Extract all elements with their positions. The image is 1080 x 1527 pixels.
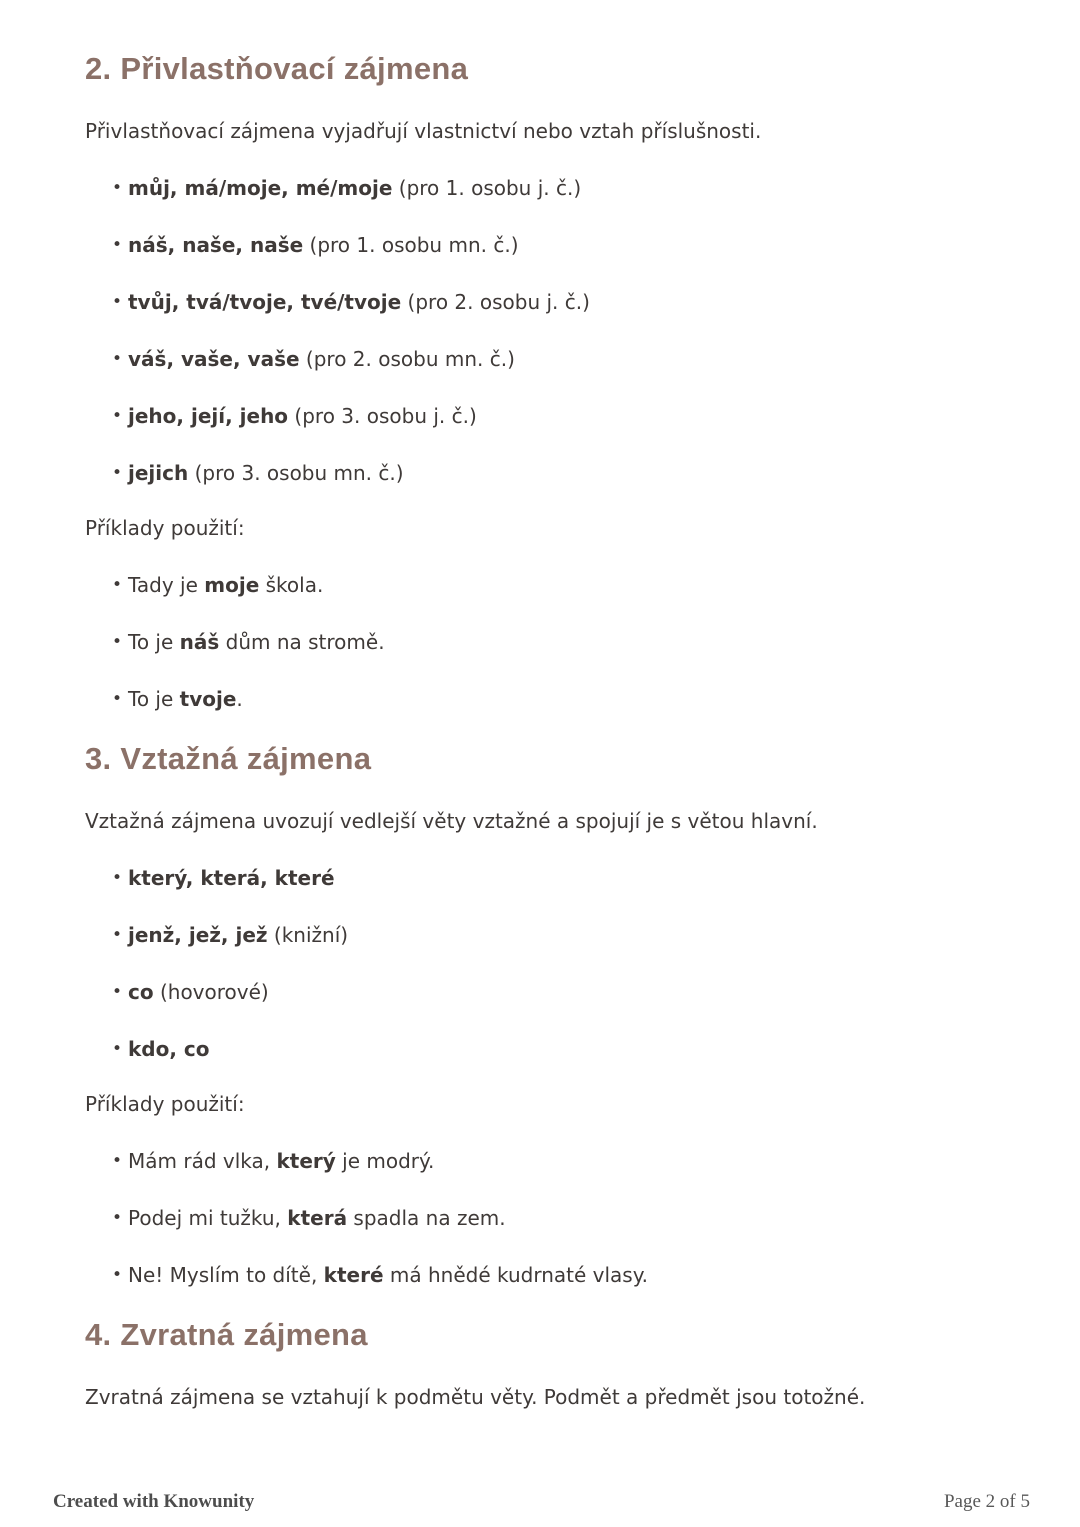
footer-page-number: Page 2 of 5 [943,1491,1030,1512]
list-item-term: jeho, její, jeho [128,404,289,428]
examples-list [85,570,995,714]
examples-list [85,1146,995,1290]
bullet-icon: • [112,1151,123,1171]
examples-label: Příklady použití: [85,1092,245,1116]
example-pre: Mám rád vlka, [128,1149,277,1173]
bullet-icon: • [112,982,123,1002]
bullet-icon: • [112,632,123,652]
example-highlight: který [276,1149,336,1173]
list-item-note: (pro 1. osobu j. č.) [392,176,582,200]
bullet-icon: • [112,689,123,709]
bullet-icon: • [112,349,123,369]
list-item-term: váš, vaše, vaše [128,347,300,371]
example-post: spadla na zem. [347,1206,506,1230]
example-pre: To je [128,687,180,711]
bullet-icon: • [112,406,123,426]
example-item [85,1260,995,1290]
example-pre: Podej mi tužku, [128,1206,288,1230]
list-item [85,920,995,950]
section-intro: Zvratná zájmena se vztahují k podmětu věty. Podmět a předmět jsou totožné. [85,1385,866,1409]
list-item-term: kdo, co [128,1037,210,1061]
bullet-icon: • [112,1265,123,1285]
list-item [85,458,995,488]
list-item-note: (pro 2. osobu j. č.) [401,290,590,314]
list-item-note: (pro 3. osobu j. č.) [288,404,477,428]
example-highlight: moje [204,573,260,597]
list-item-term: náš, naše, naše [128,233,304,257]
pronoun-list [85,173,995,488]
list-item [85,863,995,893]
example-item [85,627,995,657]
pronoun-list [85,863,995,1064]
list-item [85,344,995,374]
list-item [85,401,995,431]
bullet-icon: • [112,1039,123,1059]
footer [53,1491,1030,1513]
section-heading-zvratna: 4. Zvratná zájmena [85,1317,368,1352]
example-pre: Ne! Myslím to dítě, [128,1263,324,1287]
list-item [85,977,995,1007]
example-pre: To je [128,630,180,654]
example-item [85,1203,995,1233]
example-post: . [236,687,243,711]
list-item [85,230,995,260]
list-item-term: jenž, jež, jež [128,923,268,947]
example-item [85,570,995,600]
list-item-note: (pro 3. osobu mn. č.) [188,461,404,485]
list-item-note: (knižní) [267,923,349,947]
bullet-icon: • [112,1208,123,1228]
example-highlight: které [323,1263,384,1287]
example-highlight: náš [179,630,220,654]
list-item [85,287,995,317]
footer-brand: Created with Knowunity [53,1491,255,1512]
example-pre: Tady je [128,573,205,597]
example-post: je modrý. [335,1149,435,1173]
bullet-icon: • [112,463,123,483]
bullet-icon: • [112,925,123,945]
bullet-icon: • [112,575,123,595]
list-item-term: co [128,980,154,1004]
example-post: dům na stromě. [219,630,385,654]
section-intro: Přivlastňovací zájmena vyjadřují vlastnictví nebo vztah příslušnosti. [85,119,762,143]
example-item [85,1146,995,1176]
list-item [85,1034,995,1064]
list-item-term: který, která, které [128,866,335,890]
list-item-term: tvůj, tvá/tvoje, tvé/tvoje [128,290,402,314]
list-item-note: (pro 2. osobu mn. č.) [299,347,515,371]
list-item-note: (pro 1. osobu mn. č.) [303,233,519,257]
example-item [85,684,995,714]
list-item-term: jejich [128,461,189,485]
bullet-icon: • [112,178,123,198]
example-highlight: tvoje [179,687,237,711]
section-heading-privlastnovaci: 2. Přivlastňovací zájmena [85,51,469,86]
section-heading-vztazna: 3. Vztažná zájmena [85,741,372,776]
bullet-icon: • [112,235,123,255]
section-intro: Vztažná zájmena uvozují vedlejší věty vztažné a spojují je s větou hlavní. [85,809,818,833]
bullet-icon: • [112,292,123,312]
list-item-term: můj, má/moje, mé/moje [128,176,393,200]
bullet-icon: • [112,868,123,888]
list-item-note: (hovorové) [153,980,269,1004]
example-post: škola. [259,573,324,597]
list-item [85,173,995,203]
example-highlight: která [287,1206,348,1230]
example-post: má hnědé kudrnaté vlasy. [383,1263,649,1287]
examples-label: Příklady použití: [85,516,245,540]
